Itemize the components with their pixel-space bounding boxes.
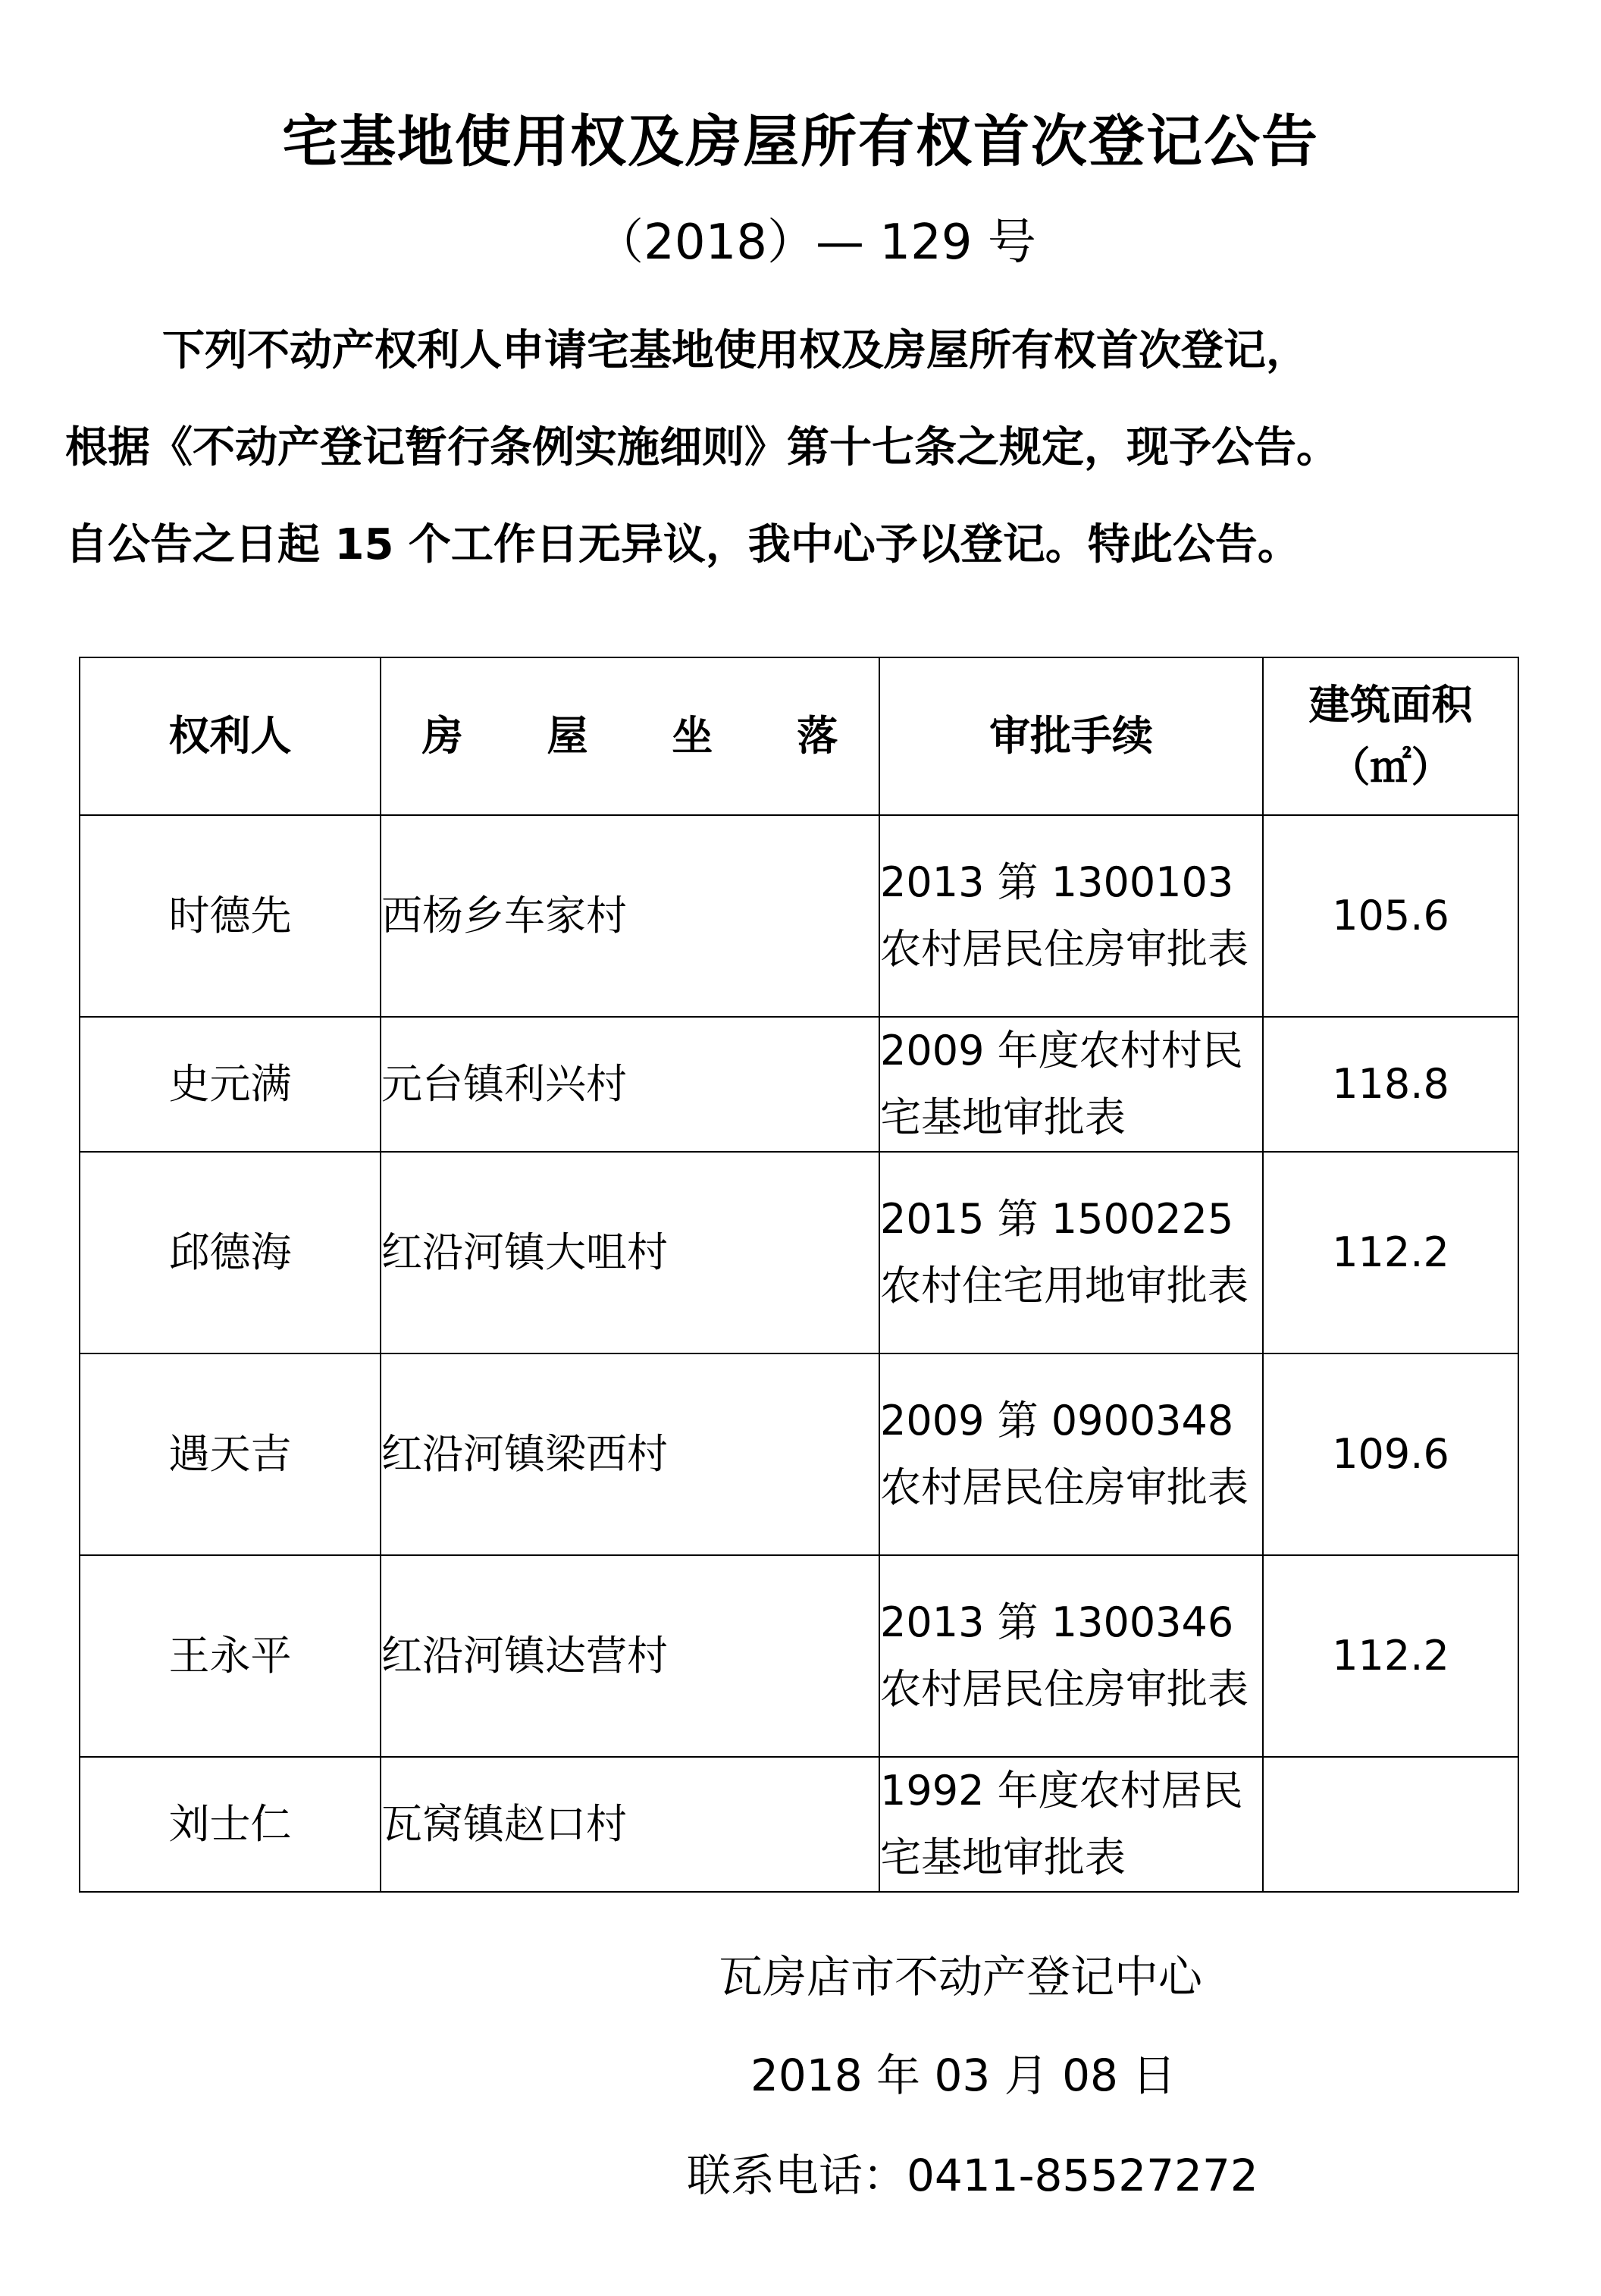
location-cell: 红沿河镇梁西村 bbox=[381, 1353, 879, 1555]
header-owner: 权利人 bbox=[80, 657, 381, 815]
notice-paragraph-line-1: 下列不动产权利人申请宅基地使用权及房屋所有权首次登记， bbox=[162, 326, 1308, 375]
header-area-unit: （㎡） bbox=[1329, 743, 1452, 791]
approval-cell: 2013 第 1300346 农村居民住房审批表 bbox=[879, 1555, 1263, 1757]
issuing-organization: 瓦房店市不动产登记中心 bbox=[719, 1951, 1203, 2003]
approval-cell: 2009 年度农村村民宅基地审批表 bbox=[879, 1017, 1263, 1152]
header-area bbox=[1263, 657, 1518, 815]
area-cell bbox=[1263, 1757, 1518, 1892]
header-location-label: 房 屋 坐 落 bbox=[421, 712, 873, 760]
owner-cell: 时德先 bbox=[80, 815, 381, 1017]
approval-cell: 2009 第 0900348 农村居民住房审批表 bbox=[879, 1353, 1263, 1555]
registration-table bbox=[79, 657, 1519, 1893]
area-cell: 118.8 bbox=[1263, 1017, 1518, 1152]
approval-cell: 2013 第 1300103 农村居民住房审批表 bbox=[879, 815, 1263, 1017]
table-row bbox=[80, 1757, 1518, 1892]
location-cell: 红沿河镇达营村 bbox=[381, 1555, 879, 1757]
area-cell: 112.2 bbox=[1263, 1555, 1518, 1757]
notice-number: （2018）— 129 号 bbox=[595, 215, 1036, 271]
approval-cell: 2015 第 1500225 农村住宅用地审批表 bbox=[879, 1152, 1263, 1353]
location-cell: 瓦窝镇赵口村 bbox=[381, 1757, 879, 1892]
table-row bbox=[80, 1555, 1518, 1757]
owner-cell: 史元满 bbox=[80, 1017, 381, 1152]
contact-phone: 联系电话：0411-85527272 bbox=[687, 2150, 1258, 2201]
location-cell: 元台镇利兴村 bbox=[381, 1017, 879, 1152]
owner-cell: 王永平 bbox=[80, 1555, 381, 1757]
table-row bbox=[80, 815, 1518, 1017]
area-cell: 105.6 bbox=[1263, 815, 1518, 1017]
table-row bbox=[80, 1353, 1518, 1555]
table-row bbox=[80, 1152, 1518, 1353]
header-approval: 审批手续 bbox=[879, 657, 1263, 815]
header-area-label: 建筑面积 bbox=[1308, 681, 1473, 729]
area-cell: 109.6 bbox=[1263, 1353, 1518, 1555]
issue-date: 2018 年 03 月 08 日 bbox=[750, 2050, 1176, 2101]
location-cell: 西杨乡车家村 bbox=[381, 815, 879, 1017]
area-cell: 112.2 bbox=[1263, 1152, 1518, 1353]
owner-cell: 邱德海 bbox=[80, 1152, 381, 1353]
owner-cell: 刘士仁 bbox=[80, 1757, 381, 1892]
notice-paragraph-line-3: 自公告之日起 15 个工作日无异议，我中心予以登记。特此公告。 bbox=[65, 520, 1300, 569]
table-header-row bbox=[80, 657, 1518, 815]
header-location bbox=[381, 657, 879, 815]
location-cell: 红沿河镇大咀村 bbox=[381, 1152, 879, 1353]
owner-cell: 遇天吉 bbox=[80, 1353, 381, 1555]
notice-paragraph-line-2: 根据《不动产登记暂行条例实施细则》第十七条之规定，现予公告。 bbox=[65, 423, 1339, 472]
notice-title: 宅基地使用权及房屋所有权首次登记公告 bbox=[282, 109, 1319, 174]
table-row bbox=[80, 1017, 1518, 1152]
approval-cell: 1992 年度农村居民宅基地审批表 bbox=[879, 1757, 1263, 1892]
